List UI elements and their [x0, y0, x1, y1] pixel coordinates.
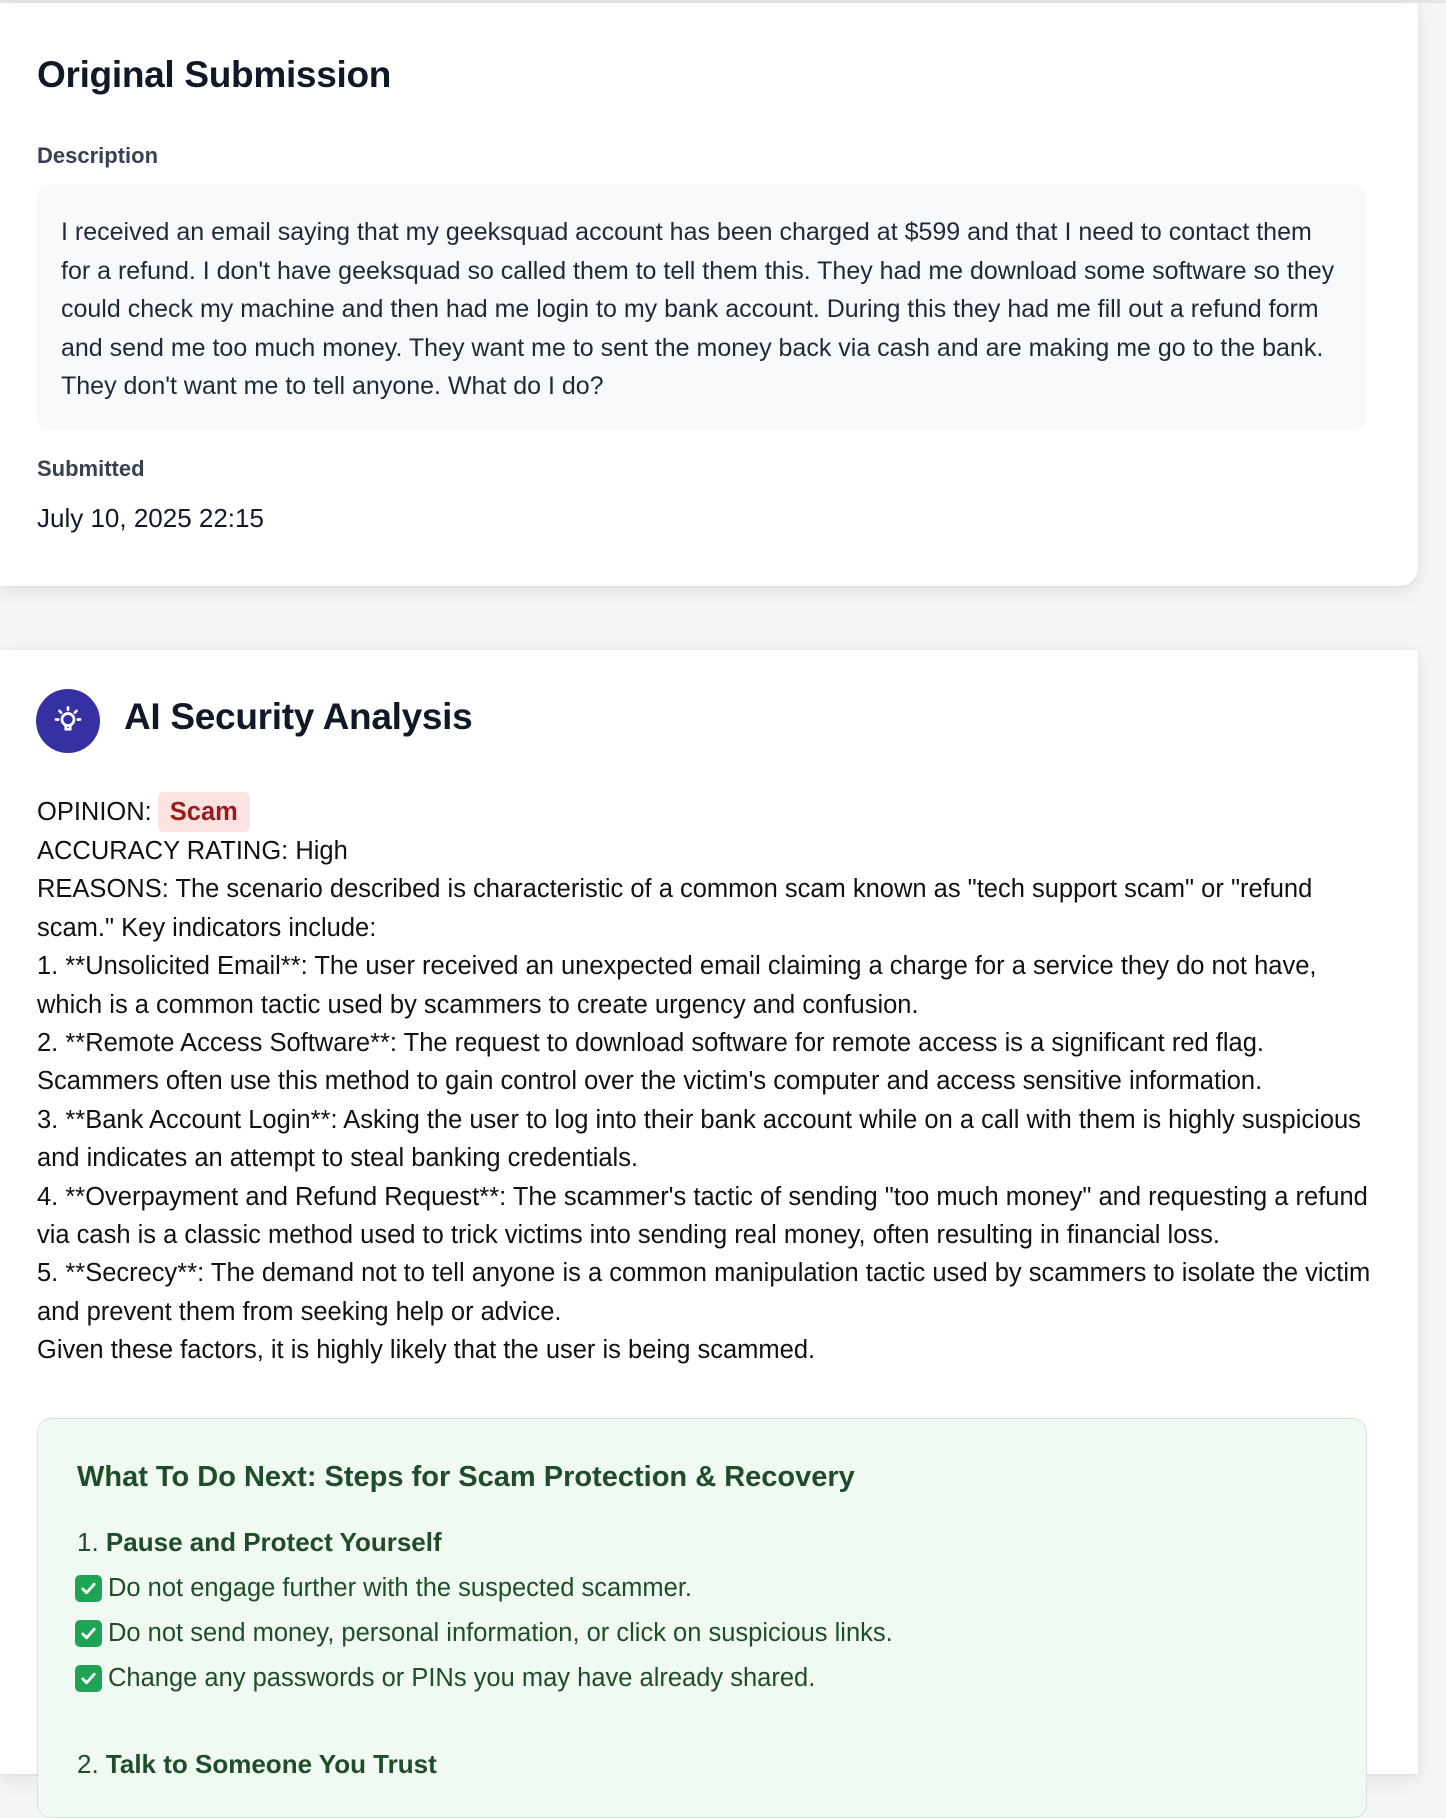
analysis-conclusion: Given these factors, it is highly likely that the user is being scammed. [37, 1336, 816, 1365]
reason-item: 1. **Unsolicited Email**: The user received an unexpected email claiming a charge for a service they do not have, which is a common tactic used by scammers to create urgency and confusion. [37, 952, 1324, 1019]
reason-item: 5. **Secrecy**: The demand not to tell anyone is a common manipulation tactic used by scammers to isolate the victim and prevent them from seeking help or advice. [37, 1259, 1378, 1326]
checklist-item [75, 1574, 692, 1603]
reason-item: 4. **Overpayment and Refund Request**: The scammer's tactic of sending "too much money" and requesting a refund via cash is a classic method used to trick victims into sending real money, often resulting in financial loss. [37, 1182, 1375, 1250]
checkmark-icon [75, 1575, 102, 1602]
reason-item: 3. **Bank Account Login**: Asking the user to log into their bank account while on a call with them is highly suspicious and indicates an attempt to steal banking credentials. [37, 1105, 1369, 1173]
lightbulb-icon [36, 689, 100, 753]
step-title: Pause and Protect Yourself [105, 1527, 442, 1557]
checklist-item [75, 1664, 815, 1693]
checklist-text: Do not send money, personal information, or click on suspicious links. [108, 1619, 893, 1647]
step-heading [77, 1527, 442, 1558]
step-number: 2. [77, 1749, 99, 1779]
description-label: Description [37, 143, 159, 168]
next-steps-title: What To Do Next: Steps for Scam Protection & Recovery [77, 1461, 855, 1493]
submission-card [0, 3, 1418, 586]
checklist-text: Change any passwords or PINs you may have already shared. [108, 1664, 816, 1692]
step-number: 1. [77, 1527, 99, 1557]
opinion-badge: Scam [158, 792, 250, 832]
analysis-title: AI Security Analysis [124, 696, 473, 737]
opinion-label: OPINION: [37, 798, 152, 826]
opinion-line [37, 792, 1377, 832]
description-text: I received an email saying that my geeksquad account has been charged at $599 and that I need to contact them for a refund. I don't have geeksquad so called them to tell them this. They had me download some software so they could check my machine and then had me login to my bank account. During this they had me fill out a refund form and send me too much money. They want me to sent the money back via cash and are making me go to the bank. They don't want me to tell anyone. What do I do? [37, 185, 1367, 430]
reason-item: 2. **Remote Access Software**: The request to download software for remote access is a significant red flag. Scammers often use this method to gain control over the victim's computer and access sensitive information. [37, 1029, 1272, 1096]
next-steps-panel [37, 1418, 1367, 1818]
submitted-date: July 10, 2025 22:15 [37, 503, 264, 533]
checkmark-icon [75, 1665, 102, 1692]
analysis-body [37, 792, 1377, 1370]
step-heading [77, 1749, 437, 1780]
step-title: Talk to Someone You Trust [105, 1749, 437, 1779]
accuracy-rating: ACCURACY RATING: High [37, 837, 348, 865]
submission-title: Original Submission [37, 54, 392, 95]
reasons-intro: REASONS: The scenario described is characteristic of a common scam known as "tech support scam" or "refund scam." Key indicators include: [37, 875, 1320, 942]
checklist-text: Do not engage further with the suspected scammer. [108, 1574, 692, 1602]
submitted-label: Submitted [37, 456, 145, 481]
checklist-item [75, 1619, 893, 1648]
checkmark-icon [75, 1620, 102, 1647]
